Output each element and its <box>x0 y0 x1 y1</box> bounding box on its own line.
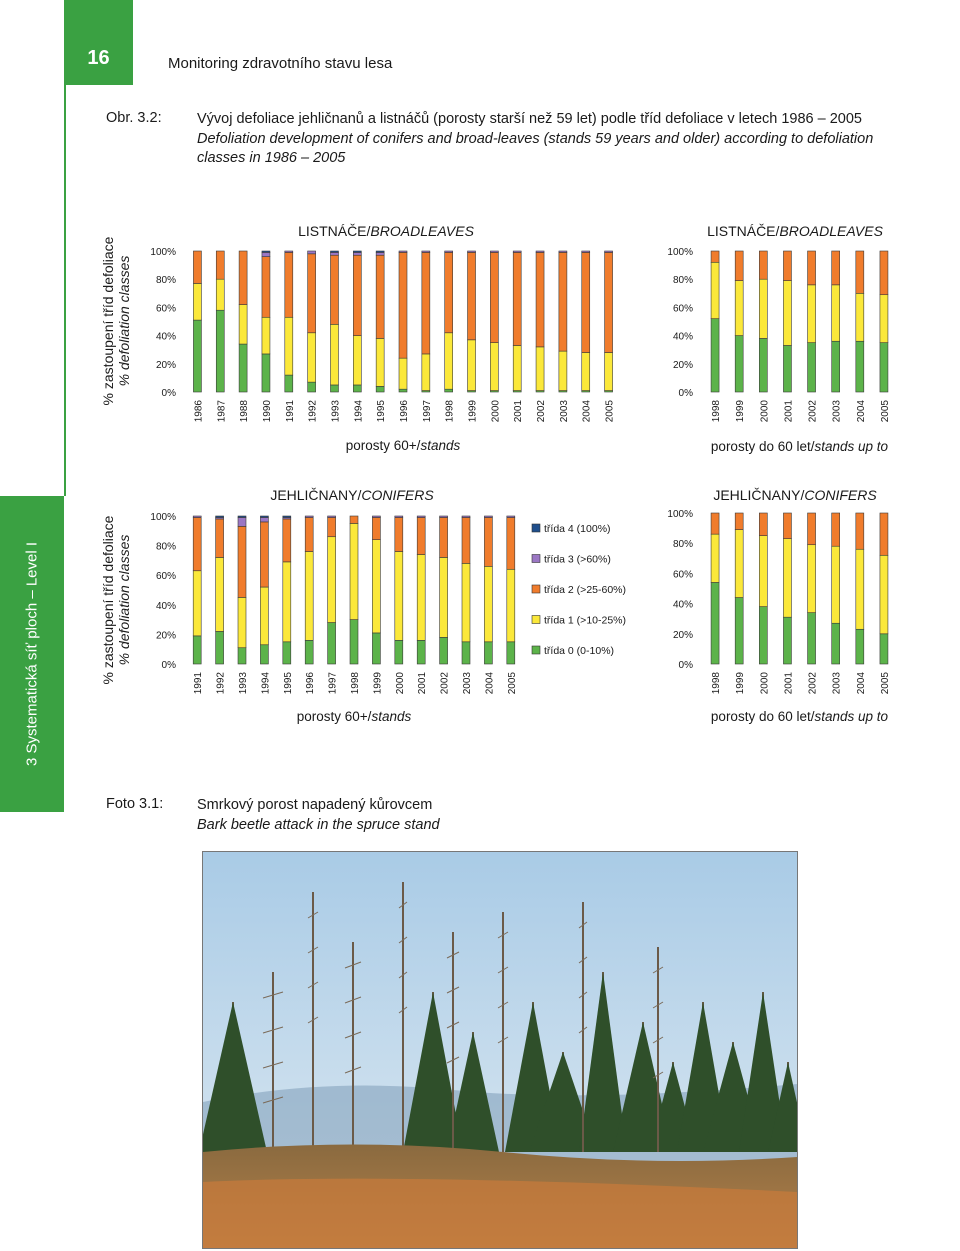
bar-segment <box>239 305 247 344</box>
bar-segment <box>422 354 430 391</box>
bar-segment <box>350 523 358 619</box>
x-tick-label: 2003 <box>831 400 843 423</box>
bar-segment <box>238 648 246 664</box>
x-tick-label: 1999 <box>467 400 479 423</box>
y-tick-label: 60% <box>155 571 176 583</box>
legend-swatch <box>532 646 540 654</box>
bar-segment <box>832 546 840 623</box>
bar-segment <box>330 324 338 385</box>
bar-segment <box>582 252 590 352</box>
bar-segment <box>376 252 384 255</box>
bar-segment <box>440 637 448 664</box>
x-tick-label: 2000 <box>759 400 771 423</box>
y-axis-label <box>100 236 132 405</box>
y-tick-label: 0% <box>678 660 693 671</box>
y-tick-label: 40% <box>155 331 176 343</box>
bar-segment <box>238 516 246 517</box>
x-tick-label: 1992 <box>215 672 227 695</box>
y-tick-label: 100% <box>667 509 693 520</box>
x-tick-label: 2003 <box>558 400 570 423</box>
bar-segment <box>735 513 743 530</box>
bar-segment <box>239 344 247 392</box>
bar-segment <box>216 310 224 392</box>
chart-legend <box>532 523 626 657</box>
x-tick-label: 1998 <box>711 400 723 423</box>
bar-segment <box>193 517 201 570</box>
bar-segment <box>832 251 840 285</box>
bar-segment <box>880 251 888 295</box>
bar-segment <box>856 251 864 293</box>
bar-segment <box>262 252 270 256</box>
bar-segment <box>856 549 864 629</box>
y-tick-label: 80% <box>672 275 693 287</box>
bar-segment <box>711 534 719 582</box>
bar-segment <box>417 517 425 554</box>
bar-segment <box>238 597 246 647</box>
bar-segment <box>353 251 361 252</box>
bar-segment <box>735 251 743 281</box>
y-tick-label: 20% <box>155 630 176 642</box>
bar-segment <box>759 513 767 536</box>
bar-segment <box>353 255 361 335</box>
x-tick-label: 1992 <box>307 400 319 423</box>
x-tick-label: 1997 <box>421 400 433 423</box>
x-tick-label: 1994 <box>260 672 272 695</box>
chart-xlabel: porosty 60+/stands <box>345 438 461 453</box>
bar-segment <box>605 251 613 252</box>
bar-segment <box>880 295 888 343</box>
bar-segment <box>417 640 425 664</box>
legend-label: třída 4 (100%) <box>544 523 611 535</box>
y-tick-label: 20% <box>672 629 693 641</box>
bar-segment <box>283 562 291 642</box>
x-tick-label: 1998 <box>711 672 723 695</box>
x-tick-label: 1999 <box>735 672 747 695</box>
y-tick-label: 20% <box>155 359 176 371</box>
x-tick-label: 1998 <box>444 400 456 423</box>
bar-segment <box>376 251 384 252</box>
bar-segment <box>193 251 201 283</box>
x-tick-label: 1996 <box>305 672 317 695</box>
legend-swatch <box>532 585 540 593</box>
bar-segment <box>783 617 791 664</box>
bar-segment <box>193 516 201 517</box>
bar-segment <box>484 642 492 664</box>
bar-segment <box>376 338 384 386</box>
bar-segment <box>711 251 719 262</box>
bar-segment <box>283 516 291 517</box>
bar-segment <box>735 336 743 392</box>
bar-segment <box>856 341 864 392</box>
x-tick-label: 2002 <box>536 400 548 423</box>
bar-segment <box>536 347 544 391</box>
y-axis-label-en: % defoliation classes <box>116 534 132 666</box>
bar-segment <box>262 251 270 252</box>
x-tick-label: 2002 <box>807 672 819 695</box>
y-tick-label: 80% <box>672 539 693 551</box>
y-tick-label: 0% <box>678 388 693 399</box>
x-tick-label: 1997 <box>327 672 339 695</box>
bar-segment <box>759 536 767 607</box>
bar-segment <box>395 640 403 664</box>
bar-segment <box>856 513 864 549</box>
y-axis-label <box>100 515 132 684</box>
bar-segment <box>484 517 492 566</box>
bar-segment <box>462 642 470 664</box>
bar-segment <box>399 251 407 252</box>
chart-2 <box>667 223 891 454</box>
bar-segment <box>422 252 430 354</box>
y-tick-label: 40% <box>672 331 693 343</box>
bar-segment <box>783 281 791 346</box>
bar-segment <box>507 569 515 642</box>
bar-segment <box>808 251 816 285</box>
bar-segment <box>399 358 407 389</box>
x-tick-label: 1986 <box>193 400 205 423</box>
bar-segment <box>308 382 316 392</box>
bar-segment <box>285 252 293 317</box>
bar-segment <box>559 252 567 351</box>
x-tick-label: 1987 <box>216 400 228 423</box>
bar-segment <box>445 389 453 392</box>
chart-title: LISTNÁČE/BROADLEAVES <box>298 223 474 239</box>
bar-segment <box>285 251 293 252</box>
bar-segment <box>440 557 448 637</box>
x-tick-label: 1995 <box>376 400 388 423</box>
x-tick-label: 2001 <box>417 672 429 695</box>
bar-segment <box>285 317 293 375</box>
chart-title: LISTNÁČE/BROADLEAVES <box>707 223 883 239</box>
bar-segment <box>490 252 498 342</box>
bar-segment <box>490 343 498 391</box>
y-tick-label: 100% <box>667 247 693 258</box>
figure-number: Obr. 3.2: <box>106 110 162 126</box>
legend-label: třída 1 (>10-25%) <box>544 614 627 627</box>
bar-segment <box>513 252 521 345</box>
bar-segment <box>193 636 201 664</box>
x-tick-label: 2001 <box>783 672 795 695</box>
bar-segment <box>711 513 719 534</box>
bar-segment <box>262 317 270 354</box>
y-tick-label: 60% <box>672 303 693 315</box>
chart-1 <box>150 223 615 453</box>
bar-segment <box>759 338 767 392</box>
bar-segment <box>395 552 403 641</box>
bar-segment <box>808 545 816 613</box>
bar-segment <box>582 353 590 391</box>
x-tick-label: 2005 <box>506 672 518 695</box>
bar-segment <box>783 539 791 618</box>
y-tick-label: 60% <box>672 569 693 581</box>
bar-segment <box>350 516 358 523</box>
x-tick-label: 2000 <box>490 400 502 423</box>
bar-segment <box>395 516 403 517</box>
x-tick-label: 1993 <box>330 400 342 423</box>
bar-segment <box>445 333 453 389</box>
bar-segment <box>759 607 767 664</box>
bar-segment <box>193 283 201 320</box>
chart-title: JEHLIČNANY/CONIFERS <box>270 487 434 503</box>
x-tick-label: 2002 <box>807 400 819 423</box>
figure-title-en: Defoliation development of conifers and broad-leaves (stands 59 years and older) according to defoliation classes in 1986 – 2005 <box>197 130 874 166</box>
legend-swatch <box>532 524 540 532</box>
bar-segment <box>399 252 407 358</box>
x-tick-label: 2002 <box>439 672 451 695</box>
chart-xlabel: porosty 60+/stands <box>296 709 412 724</box>
y-tick-label: 0% <box>161 388 176 399</box>
bar-segment <box>808 285 816 343</box>
bar-segment <box>305 516 313 517</box>
bar-segment <box>445 251 453 252</box>
x-tick-label: 2004 <box>855 672 867 695</box>
bar-segment <box>880 343 888 392</box>
spruce-stand-photo <box>202 851 798 1249</box>
bar-segment <box>462 516 470 517</box>
bar-segment <box>353 385 361 392</box>
x-tick-label: 2004 <box>581 400 593 423</box>
y-tick-label: 40% <box>155 600 176 612</box>
bar-segment <box>239 251 247 305</box>
bar-segment <box>711 582 719 664</box>
bar-segment <box>422 251 430 252</box>
legend-label: třída 0 (0-10%) <box>544 645 615 657</box>
x-tick-label: 1994 <box>353 400 365 423</box>
bar-segment <box>832 623 840 664</box>
bar-segment <box>759 279 767 338</box>
bar-segment <box>417 554 425 640</box>
x-tick-label: 2000 <box>759 672 771 695</box>
bar-segment <box>350 620 358 664</box>
bar-segment <box>559 251 567 252</box>
page-number: 16 <box>87 47 110 69</box>
chart-xlabel: porosty do 60 let/stands up to <box>710 439 889 454</box>
x-tick-label: 2001 <box>783 400 795 423</box>
x-tick-label: 1988 <box>239 400 251 423</box>
bar-segment <box>536 252 544 346</box>
chart-xlabel: porosty do 60 let/stands up to <box>710 709 889 724</box>
chart-4 <box>667 487 891 724</box>
x-tick-label: 2005 <box>604 400 616 423</box>
bar-segment <box>468 252 476 339</box>
bar-segment <box>372 516 380 517</box>
bar-segment <box>305 640 313 664</box>
bar-segment <box>372 540 380 633</box>
photo-caption-cz: Smrkový porost napadený kůrovcem <box>197 797 433 813</box>
bar-segment <box>605 353 613 391</box>
x-tick-label: 2000 <box>394 672 406 695</box>
x-tick-label: 1991 <box>193 672 205 695</box>
bar-segment <box>260 522 268 587</box>
bar-segment <box>216 279 224 310</box>
bar-segment <box>260 587 268 645</box>
bar-segment <box>353 252 361 255</box>
bar-segment <box>468 251 476 252</box>
bar-segment <box>283 642 291 664</box>
bar-segment <box>216 557 224 631</box>
x-tick-label: 2003 <box>462 672 473 695</box>
bar-segment <box>216 519 224 557</box>
bar-segment <box>783 345 791 392</box>
bar-segment <box>308 333 316 382</box>
photo-caption <box>197 796 440 835</box>
bar-segment <box>880 513 888 555</box>
bar-segment <box>783 251 791 281</box>
figure-title-cz: Vývoj defoliace jehličnanů a listnáčů (porosty starší než 59 let) podle tříd defoliace v letech 1986 – 2005 <box>197 111 862 127</box>
x-tick-label: 2004 <box>855 400 867 423</box>
bar-segment <box>372 517 380 539</box>
x-tick-label: 1996 <box>399 400 410 423</box>
bar-segment <box>238 517 246 526</box>
bar-segment <box>440 517 448 557</box>
x-tick-label: 1991 <box>284 400 296 423</box>
bar-segment <box>832 513 840 546</box>
y-tick-label: 100% <box>150 247 176 258</box>
bar-segment <box>330 251 338 252</box>
bar-segment <box>536 251 544 252</box>
bar-segment <box>462 563 470 641</box>
x-tick-label: 2005 <box>879 400 891 423</box>
bar-segment <box>262 354 270 392</box>
x-tick-label: 2004 <box>484 672 496 695</box>
x-tick-label: 1998 <box>350 672 361 695</box>
bar-segment <box>735 530 743 598</box>
bar-segment <box>559 351 567 390</box>
bar-segment <box>808 613 816 664</box>
y-axis-label-cz: % zastoupení tříd defoliace <box>100 515 116 685</box>
bar-segment <box>283 519 291 562</box>
bar-segment <box>832 341 840 392</box>
bar-segment <box>353 336 361 385</box>
bar-segment <box>832 285 840 341</box>
bar-segment <box>330 385 338 392</box>
legend-label: třída 3 (>60%) <box>544 553 611 566</box>
bar-segment <box>330 255 338 324</box>
x-tick-label: 1990 <box>261 400 273 423</box>
bar-segment <box>417 516 425 517</box>
bar-segment <box>308 254 316 333</box>
bar-segment <box>507 642 515 664</box>
bar-segment <box>711 319 719 392</box>
x-tick-label: 2001 <box>513 400 525 423</box>
x-tick-label: 2003 <box>831 672 843 695</box>
x-tick-label: 1993 <box>238 672 249 695</box>
bar-segment <box>372 633 380 664</box>
bar-segment <box>735 598 743 664</box>
bar-segment <box>484 516 492 517</box>
bar-segment <box>285 375 293 392</box>
bar-segment <box>328 537 336 623</box>
bar-segment <box>376 255 384 338</box>
bar-segment <box>808 513 816 545</box>
bar-segment <box>880 634 888 664</box>
chapter-side-label: 3 Systematická síť ploch – Level I <box>23 541 41 767</box>
bar-segment <box>260 517 268 521</box>
bar-segment <box>735 281 743 336</box>
bar-segment <box>330 252 338 255</box>
bar-segment <box>507 516 515 517</box>
y-tick-label: 60% <box>155 303 176 315</box>
bar-segment <box>582 251 590 252</box>
bar-segment <box>193 571 201 636</box>
bar-segment <box>260 516 268 517</box>
bar-segment <box>193 320 201 392</box>
legend-swatch <box>532 555 540 563</box>
bar-segment <box>513 251 521 252</box>
bar-segment <box>462 517 470 563</box>
chart-3 <box>150 487 517 724</box>
bar-segment <box>445 252 453 332</box>
bar-segment <box>328 623 336 664</box>
y-tick-label: 80% <box>155 275 176 287</box>
bar-segment <box>399 389 407 392</box>
photo-illustration <box>203 852 797 1248</box>
x-tick-label: 2005 <box>879 672 891 695</box>
bar-segment <box>880 555 888 634</box>
photo-caption-en: Bark beetle attack in the spruce stand <box>197 816 440 833</box>
y-tick-label: 100% <box>150 512 176 523</box>
bar-segment <box>395 517 403 551</box>
bar-segment <box>305 552 313 641</box>
bar-segment <box>711 262 719 318</box>
bar-segment <box>305 517 313 551</box>
legend-label: třída 2 (>25-60%) <box>544 584 627 596</box>
y-tick-label: 40% <box>672 599 693 611</box>
x-tick-label: 1999 <box>735 400 747 423</box>
bar-segment <box>484 566 492 641</box>
x-tick-label: 1999 <box>372 672 384 695</box>
bar-segment <box>328 516 336 517</box>
chart-title: JEHLIČNANY/CONIFERS <box>713 487 877 503</box>
running-title: Monitoring zdravotního stavu lesa <box>168 55 393 72</box>
y-tick-label: 80% <box>155 541 176 553</box>
bar-segment <box>216 516 224 517</box>
bar-segment <box>808 343 816 392</box>
photo-number: Foto 3.1: <box>106 796 164 812</box>
bar-segment <box>759 251 767 279</box>
y-axis-label-en: % defoliation classes <box>116 255 132 387</box>
x-tick-label: 1995 <box>282 672 294 695</box>
y-tick-label: 20% <box>672 359 693 371</box>
y-axis-label-cz: % zastoupení tříd defoliace <box>100 236 116 406</box>
bar-segment <box>260 645 268 664</box>
bar-segment <box>507 517 515 569</box>
y-tick-label: 0% <box>161 660 176 671</box>
legend-swatch <box>532 616 540 624</box>
bar-segment <box>856 293 864 341</box>
bar-segment <box>262 257 270 318</box>
bar-segment <box>216 251 224 279</box>
bar-segment <box>490 251 498 252</box>
bar-segment <box>783 513 791 539</box>
bar-segment <box>216 631 224 664</box>
bar-segment <box>856 629 864 664</box>
bar-segment <box>308 251 316 254</box>
bar-segment <box>238 526 246 597</box>
bar-segment <box>468 340 476 391</box>
bar-segment <box>440 516 448 517</box>
bar-segment <box>328 517 336 536</box>
bar-segment <box>376 386 384 392</box>
bar-segment <box>605 252 613 352</box>
bar-segment <box>513 345 521 390</box>
